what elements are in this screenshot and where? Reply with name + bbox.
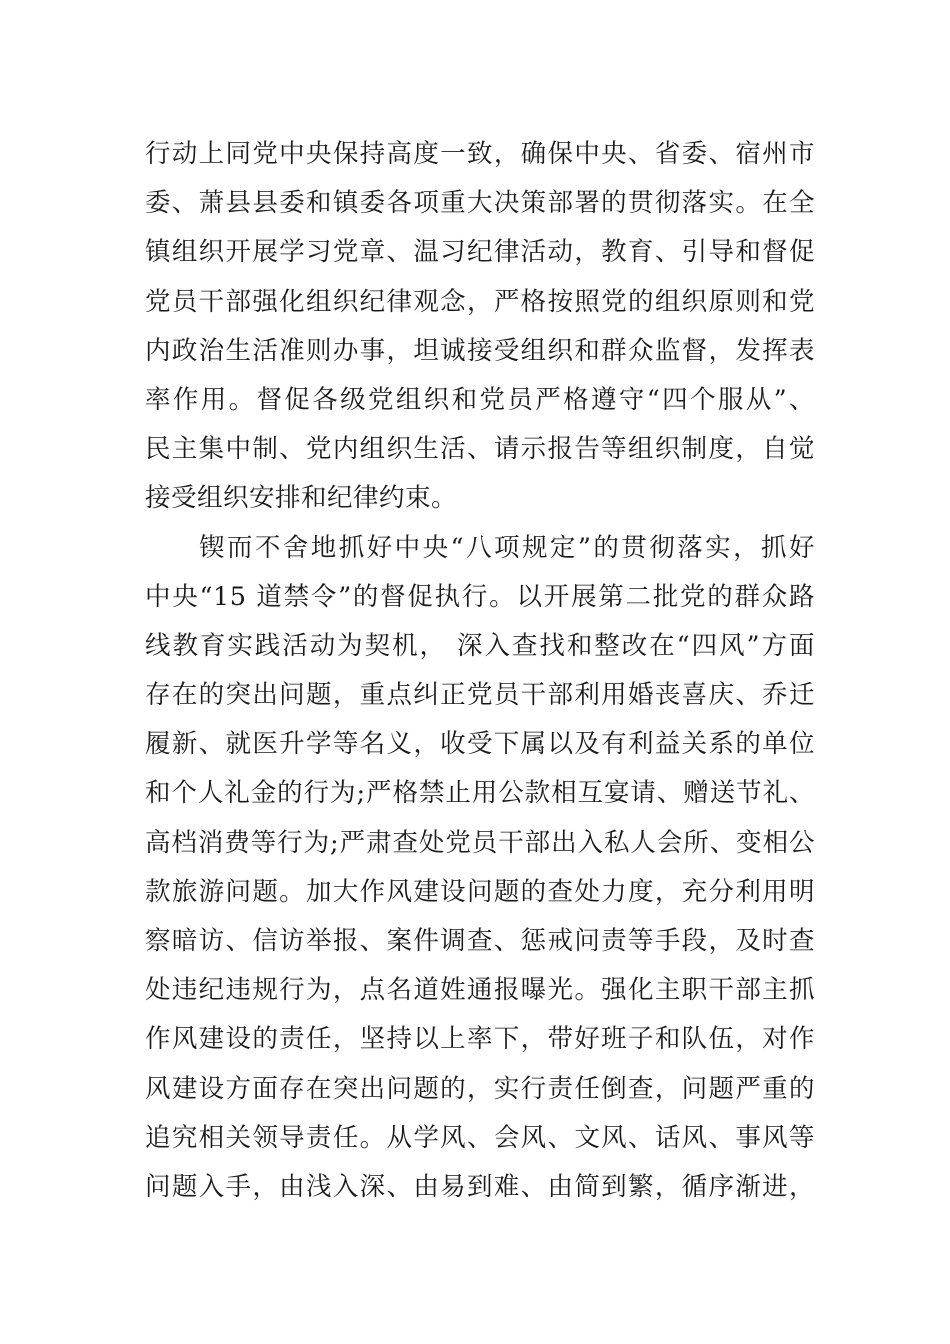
text-line: 存在的突出问题，重点纠正党员干部利用婚丧喜庆、乔迁 [145,680,815,711]
text-line: 内政治生活准则办事，坦诚接受组织和群众监督，发挥表 [145,335,815,366]
text-line: 和个人礼金的行为;严格禁止用公款相互宴请、赠送节礼、 [145,778,815,809]
body-text [145,130,815,1212]
text-line: 追究相关领导责任。从学风、会风、文风、话风、事风等 [145,1122,815,1153]
text-line: 锲而不舍地抓好中央“八项规定”的贯彻落实，抓好 [199,532,815,563]
text-line: 问题入手，由浅入深、由易到难、由简到繁，循序渐进， [145,1171,815,1202]
text-line: 接受组织安排和纪律约束。 [145,483,458,514]
text-line: 率作用。督促各级党组织和党员严格遵守“四个服从”、 [145,384,815,415]
text-line: 察暗访、信访举报、案件调查、惩戒问责等手段，及时查 [145,926,815,956]
text-line: 线教育实践活动为契机， 深入查找和整改在“四风”方面 [145,630,815,661]
text-line: 处违纪违规行为，点名道姓通报曝光。强化主职干部主抓 [145,975,815,1006]
text-line: 高档消费等行为;严肃查处党员干部出入私人会所、变相公 [145,827,815,858]
text-line: 党员干部强化组织纪律观念，严格按照党的组织原则和党 [145,286,815,317]
text-line: 款旅游问题。加大作风建设问题的查处力度，充分利用明 [145,876,815,907]
text-line: 履新、就医升学等名义，收受下属以及有利益关系的单位 [145,729,815,760]
text-line: 中央“15 道禁令”的督促执行。以开展第二批党的群众路 [145,581,815,612]
text-line: 风建设方面存在突出问题的，实行责任倒查，问题严重的 [145,1073,815,1104]
text-line: 镇组织开展学习党章、温习纪律活动，教育、引导和督促 [145,237,815,268]
text-line: 委、萧县县委和镇委各项重大决策部署的贯彻落实。在全 [145,188,815,219]
text-line: 民主集中制、党内组织生活、请示报告等组织制度，自觉 [145,434,815,465]
text-line: 行动上同党中央保持高度一致，确保中央、省委、宿州市 [145,139,815,169]
text-line: 作风建设的责任，坚持以上率下，带好班子和队伍，对作 [145,1024,815,1055]
